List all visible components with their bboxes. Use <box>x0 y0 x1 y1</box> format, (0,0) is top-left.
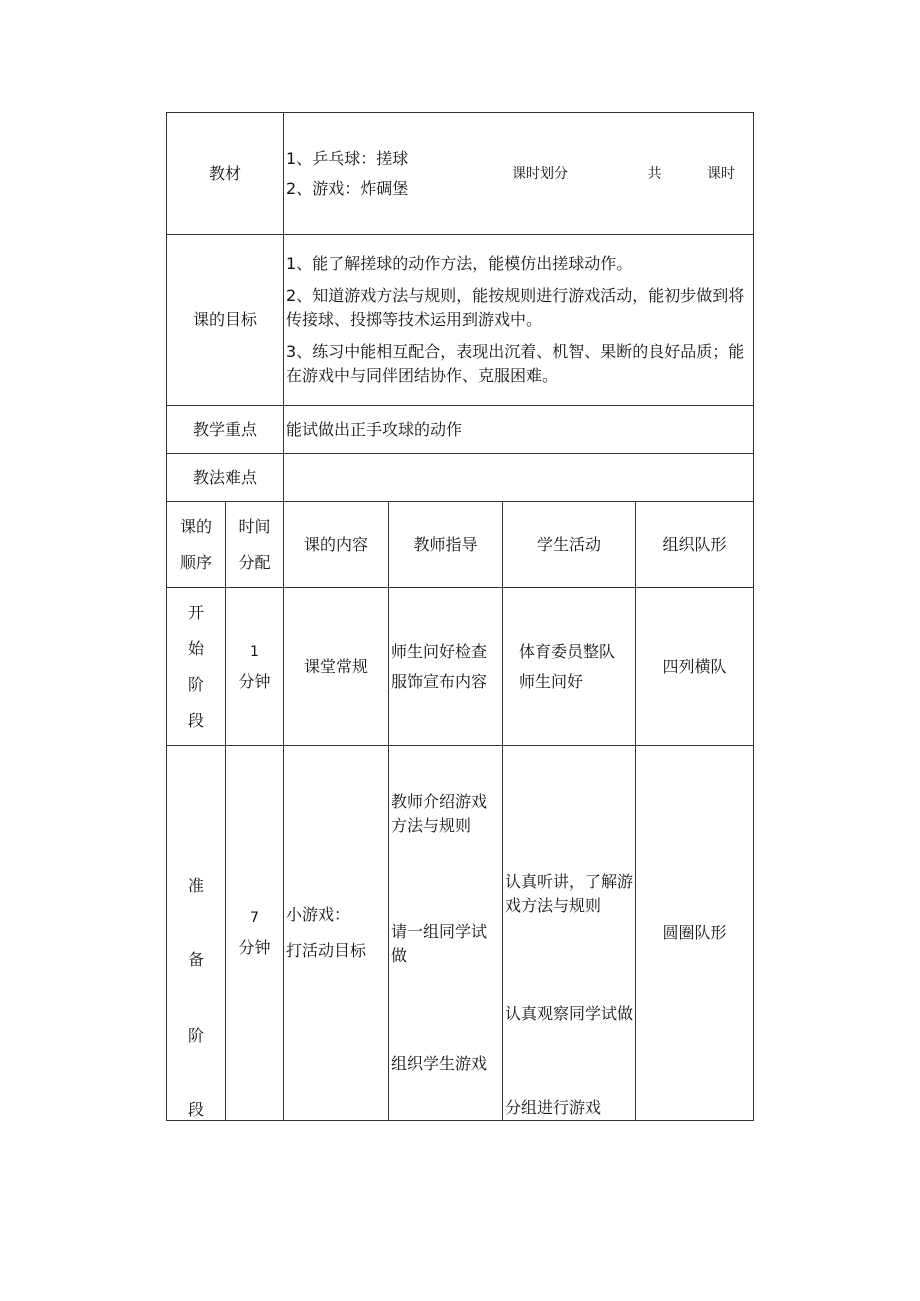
stage-row-prepare <box>167 746 754 1121</box>
material-cell <box>284 113 754 235</box>
col-content: 课的内容 <box>284 502 389 588</box>
stage-teacher: 教师介绍游戏方法与规则 请一组同学试做 组织学生游戏 <box>389 746 503 1121</box>
material-label: 教材 <box>167 113 284 235</box>
stage-formation: 圆圈队形 <box>636 746 754 1121</box>
goal-item: 3、练习中能相互配合，表现出沉着、机智、果断的良好品质；能在游戏中与同伴团结协作、克服困难。 <box>286 342 745 385</box>
hours-info <box>512 162 753 186</box>
difficulty-value <box>284 454 754 502</box>
goals-label: 课的目标 <box>167 235 284 406</box>
stage-row-start <box>167 588 754 746</box>
hours-label: 课时划分 <box>512 165 569 182</box>
key-point-row <box>167 406 754 454</box>
col-time: 时间 分配 <box>226 502 284 588</box>
stage-formation: 四列横队 <box>636 588 754 746</box>
stage-time: 1 分钟 <box>226 588 284 746</box>
material-item: 2、游戏：炸碉堡 <box>286 178 409 198</box>
hours-unit: 课时 <box>707 165 736 182</box>
column-header-row <box>167 502 754 588</box>
goal-item: 1、能了解搓球的动作方法，能模仿出搓球动作。 <box>286 254 633 273</box>
stage-teacher: 师生问好检查 服饰宣布内容 <box>389 588 503 746</box>
goals-cell <box>284 235 754 406</box>
col-order: 课的 顺序 <box>167 502 226 588</box>
stage-name: 准 备 阶 段 <box>167 746 226 1121</box>
stage-student: 认真听讲，了解游戏方法与规则 认真观察同学试做 分组进行游戏 <box>503 746 636 1121</box>
col-formation: 组织队形 <box>636 502 754 588</box>
stage-content: 课堂常规 <box>284 588 389 746</box>
difficulty-row <box>167 454 754 502</box>
stage-time: 7 分钟 <box>226 746 284 1121</box>
lesson-plan-table <box>166 112 754 1121</box>
material-row <box>167 113 754 235</box>
material-list <box>284 144 512 204</box>
material-item: 1、乒乓球：搓球 <box>286 148 409 168</box>
stage-student: 体育委员整队 师生问好 <box>503 588 636 746</box>
col-student: 学生活动 <box>503 502 636 588</box>
stage-name: 开 始 阶 段 <box>167 588 226 746</box>
stage-content: 小游戏： 打活动目标 <box>284 746 389 1121</box>
key-point-value: 能试做出正手攻球的动作 <box>284 406 754 454</box>
goals-row <box>167 235 754 406</box>
col-teacher: 教师指导 <box>389 502 503 588</box>
hours-total: 共 <box>647 165 662 182</box>
goal-item: 2、知道游戏方法与规则，能按规则进行游戏活动，能初步做到将传接球、投掷等技术运用到游戏中。 <box>286 286 745 329</box>
key-point-label: 教学重点 <box>167 406 284 454</box>
difficulty-label: 教法难点 <box>167 454 284 502</box>
